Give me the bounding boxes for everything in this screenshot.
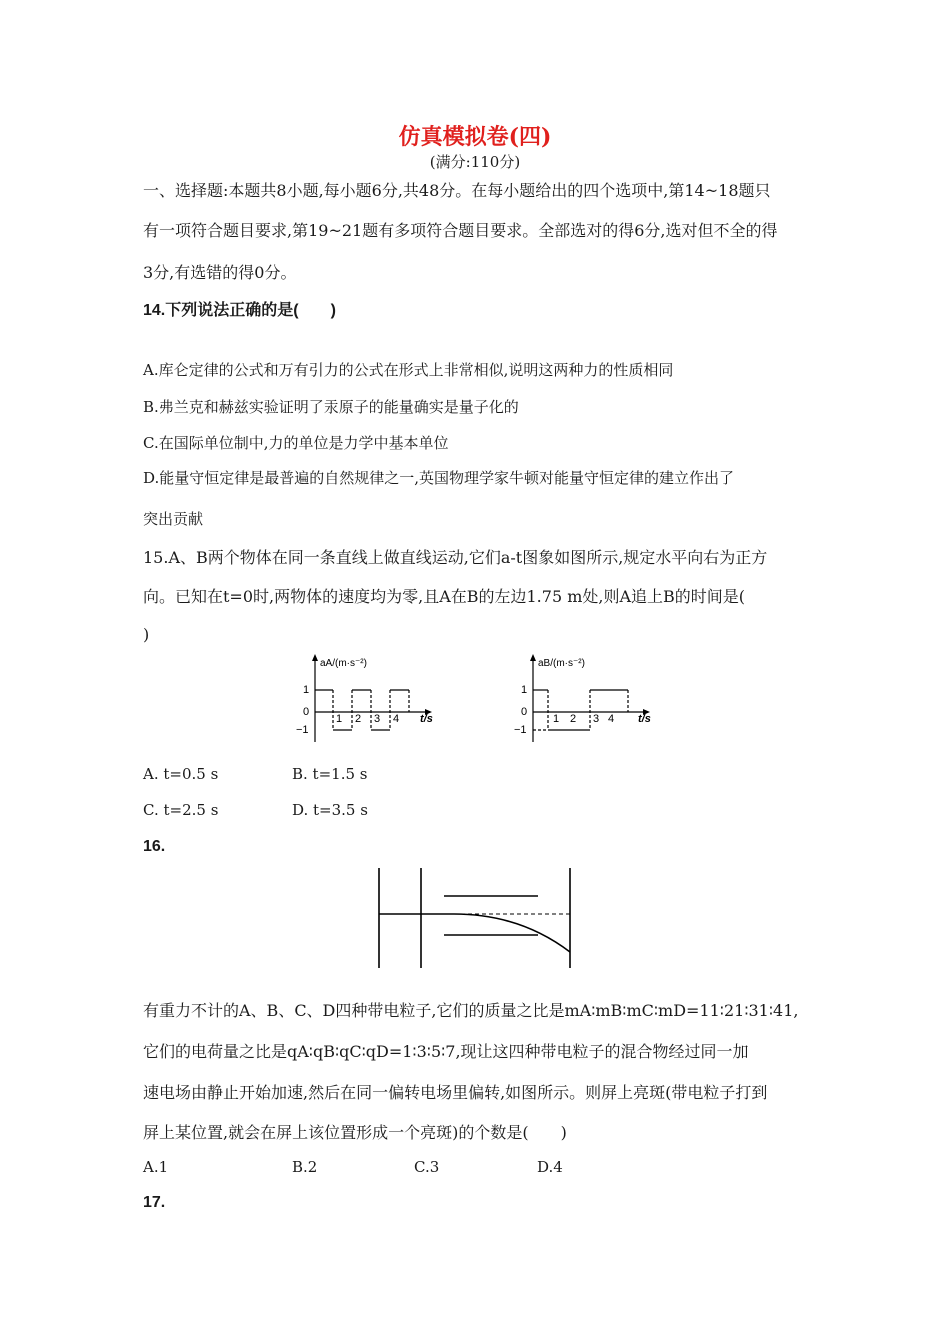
graph-b-ytick-0: 0 — [521, 706, 528, 718]
graph-b-xtick-3: 3 — [593, 713, 600, 725]
section-instructions-line-2: 有一项符合题目要求,第19~21题有多项符合题目要求。全部选对的得6分,选对但不全的得 — [143, 221, 778, 240]
graph-a-ylabel: aA/(m·s⁻²) — [320, 658, 367, 669]
question-15-stem-line-3: ) — [143, 625, 150, 644]
question-15-option-d: D. t=3.5 s — [292, 801, 368, 819]
question-16-option-c: C.3 — [414, 1158, 440, 1176]
graph-a-xtick-2: 2 — [355, 713, 362, 725]
question-15-stem-line-2: 向。已知在t=0时,两物体的速度均为零,且A在B的左边1.75 m处,则A追上B的时间是( — [143, 587, 746, 606]
graph-b-xtick-1: 1 — [553, 713, 560, 725]
graph-a-ytick-1: 1 — [303, 684, 310, 696]
question-15-option-b: B. t=1.5 s — [292, 765, 368, 783]
question-14-option-d-line-1: D.能量守恒定律是最普遍的自然规律之一,英国物理学家牛顿对能量守恒定律的建立作出了 — [143, 469, 735, 487]
graph-b-ytick-1: 1 — [521, 684, 528, 696]
score-note: (满分:110分) — [429, 153, 521, 171]
graph-a-xlabel: t/s — [420, 713, 433, 725]
graph-b-xtick-4: 4 — [608, 713, 615, 725]
graph-a-ytick-neg1: −1 — [296, 724, 309, 736]
question-15-option-a: A. t=0.5 s — [143, 765, 219, 783]
question-14-option-c: C.在国际单位制中,力的单位是力学中基本单位 — [143, 434, 449, 452]
graph-a-xtick-4: 4 — [393, 713, 400, 725]
question-14-option-d-line-2: 突出贡献 — [143, 510, 204, 528]
question-14-option-a: A.库仑定律的公式和万有引力的公式在形式上非常相似,说明这两种力的性质相同 — [143, 361, 674, 379]
question-17-number: 17. — [143, 1194, 166, 1211]
question-16-stem-line-4: 屏上某位置,就会在屏上该位置形成一个亮斑)的个数是( ) — [143, 1123, 567, 1142]
graph-b-acceleration-time — [508, 652, 668, 744]
section-instructions-line-1: 一、选择题:本题共8小题,每小题6分,共48分。在每小题给出的四个选项中,第14~18题只 — [143, 181, 771, 200]
deflection-field-diagram — [370, 866, 580, 972]
graph-b-ytick-neg1: −1 — [514, 724, 527, 736]
question-16-option-a: A.1 — [143, 1158, 169, 1176]
graph-a-acceleration-time — [290, 652, 450, 744]
question-16-stem-line-3: 速电场由静止开始加速,然后在同一偏转电场里偏转,如图所示。则屏上亮斑(带电粒子打到 — [143, 1083, 768, 1102]
question-15-stem-line-1: 15.A、B两个物体在同一条直线上做直线运动,它们a-t图象如图所示,规定水平向右为正方 — [143, 548, 768, 567]
section-instructions-line-3: 3分,有选错的得0分。 — [143, 263, 297, 282]
question-16-stem-line-1: 有重力不计的A、B、C、D四种带电粒子,它们的质量之比是mA∶mB∶mC∶mD=11∶21∶31∶41, — [143, 1001, 799, 1020]
graph-a-xtick-3: 3 — [374, 713, 381, 725]
graph-b-xlabel: t/s — [638, 713, 651, 725]
graph-b-xtick-2: 2 — [570, 713, 577, 725]
question-16-option-b: B.2 — [292, 1158, 318, 1176]
question-16-stem-line-2: 它们的电荷量之比是qA∶qB∶qC∶qD=1∶3∶5∶7,现让这四种带电粒子的混合物经过同一加 — [143, 1042, 749, 1061]
question-15-option-c: C. t=2.5 s — [143, 801, 219, 819]
graph-a-ytick-0: 0 — [303, 706, 310, 718]
question-16-option-d: D.4 — [537, 1158, 563, 1176]
question-14-stem: 14.下列说法正确的是( ) — [143, 302, 336, 319]
graph-a-xtick-1: 1 — [336, 713, 343, 725]
page-title: 仿真模拟卷(四) — [398, 124, 552, 150]
question-14-option-b: B.弗兰克和赫兹实验证明了汞原子的能量确实是量子化的 — [143, 398, 519, 416]
question-16-number: 16. — [143, 838, 166, 855]
graph-b-ylabel: aB/(m·s⁻²) — [538, 658, 585, 669]
